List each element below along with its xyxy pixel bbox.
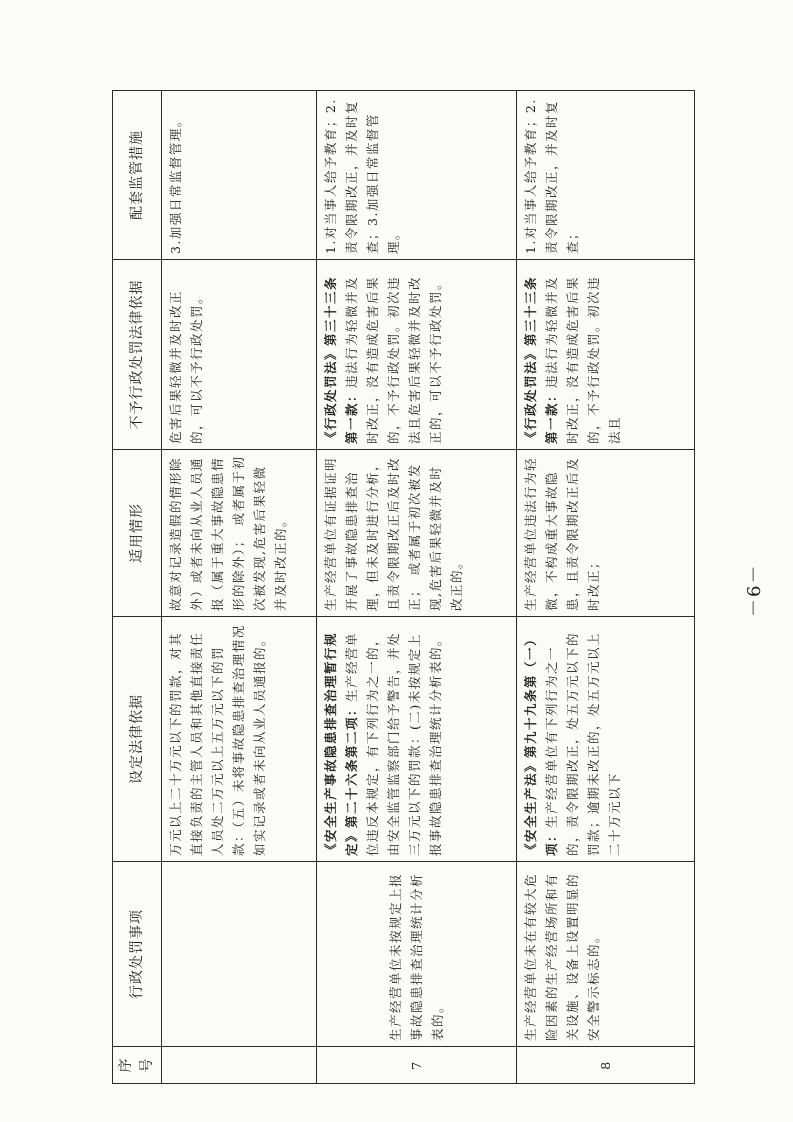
- row-no-penalty: 危害后果轻微并及时改正的，可以不予行政处罚。: [162, 260, 317, 450]
- row-item: [162, 862, 317, 1047]
- row-item: 生产经营单位未按规定上报事故隐患排查治理统计分析表的。: [317, 862, 517, 1047]
- table-row: [317, 91, 517, 1084]
- table-row: [162, 91, 317, 1084]
- basis-text: 生产经营单位有下列行为之一的，责令限期改正，处五万元以下的罚款；逾期未改正的，处五万元以上二十万元以下: [544, 631, 622, 856]
- row-situation: 生产经营单位有证据证明开展了事故隐患排查治理，但未及时进行分析，且责令限期改正后及时改正； 或者属于初次被发现,危害后果轻微并及时改正的。: [317, 450, 517, 617]
- penalty-table: [112, 90, 695, 1084]
- row-seq: [162, 1047, 317, 1084]
- header-basis: 设定法律依据: [113, 617, 162, 862]
- row-basis: [317, 617, 517, 862]
- page-number: －6－: [744, 563, 765, 617]
- row-item: 生产经营单位未在有较大危险因素的生产经营场所和有关设施、设备上设置明显的安全警示标志的。: [517, 862, 695, 1047]
- header-seq: 序号: [113, 1047, 162, 1084]
- no-penalty-citation: 《行政处罚法》第三十三条第一款：: [523, 275, 559, 444]
- no-penalty-text: 违法行为轻微并及时改正，没有造成危害后果的，不予行政处罚。初次违法且: [544, 275, 622, 444]
- header-no-penalty: 不予行政处罚法律依据: [113, 260, 162, 450]
- row-basis: 万元以上二十万元以下的罚款，对其直接负责的主管人员和其他直接责任人员处二万元以上五万元以下的罚款：（五）未将事故隐患排查治理情况如实记录或者未向从业人员通报的。: [162, 617, 317, 862]
- row-measures: 3.加强日常监督管理。: [162, 91, 317, 260]
- row-seq: 7: [317, 1047, 517, 1084]
- row-no-penalty: [517, 260, 695, 450]
- basis-citation: 《安全生产事故隐患排查治理暂行规定》第二十六条第二项：: [323, 631, 359, 856]
- row-basis: [517, 617, 695, 862]
- header-situation: 适用情形: [113, 450, 162, 617]
- no-penalty-text: 违法行为轻微并及时改正，没有造成危害后果的，不予行政处罚。初次违法且危害后果轻微并及时改正的，可以不予行政处罚。: [344, 275, 443, 444]
- header-row: [113, 91, 162, 1084]
- row-situation: 生产经营单位违法行为轻微，不构成重大事故隐患，且责令限期改正后及时改正；: [517, 450, 695, 617]
- row-measures: 1.对当事人给予教育；2.责令限期改正，并及时复查；: [517, 91, 695, 260]
- no-penalty-citation: 《行政处罚法》第三十三条第一款：: [323, 275, 359, 444]
- row-no-penalty: [317, 260, 517, 450]
- header-item: 行政处罚事项: [113, 862, 162, 1047]
- header-measures: 配套监管措施: [113, 91, 162, 260]
- basis-text: 生产经营单位违反本规定，有下列行为之一的，由安全监管监察部门给予警告，并处三万元以下的罚款：(二)未按规定上报事故隐患排查治理统计分析表的。: [344, 631, 443, 856]
- row-situation: 故意对记录造假的情形除外）或者未向从业人员通报（属于重大事故隐患情形的除外）； 或者属于初次被发现,危害后果轻微并及时改正的。: [162, 450, 317, 617]
- row-seq: 8: [517, 1047, 695, 1084]
- basis-citation: 《安全生产法》第九十九条第（一）项：: [523, 631, 559, 856]
- row-measures: 1.对当事人给予教育；2.责令限期改正，并及时复查；3.加强日常监督管理。: [317, 91, 517, 260]
- table-row: [517, 91, 695, 1084]
